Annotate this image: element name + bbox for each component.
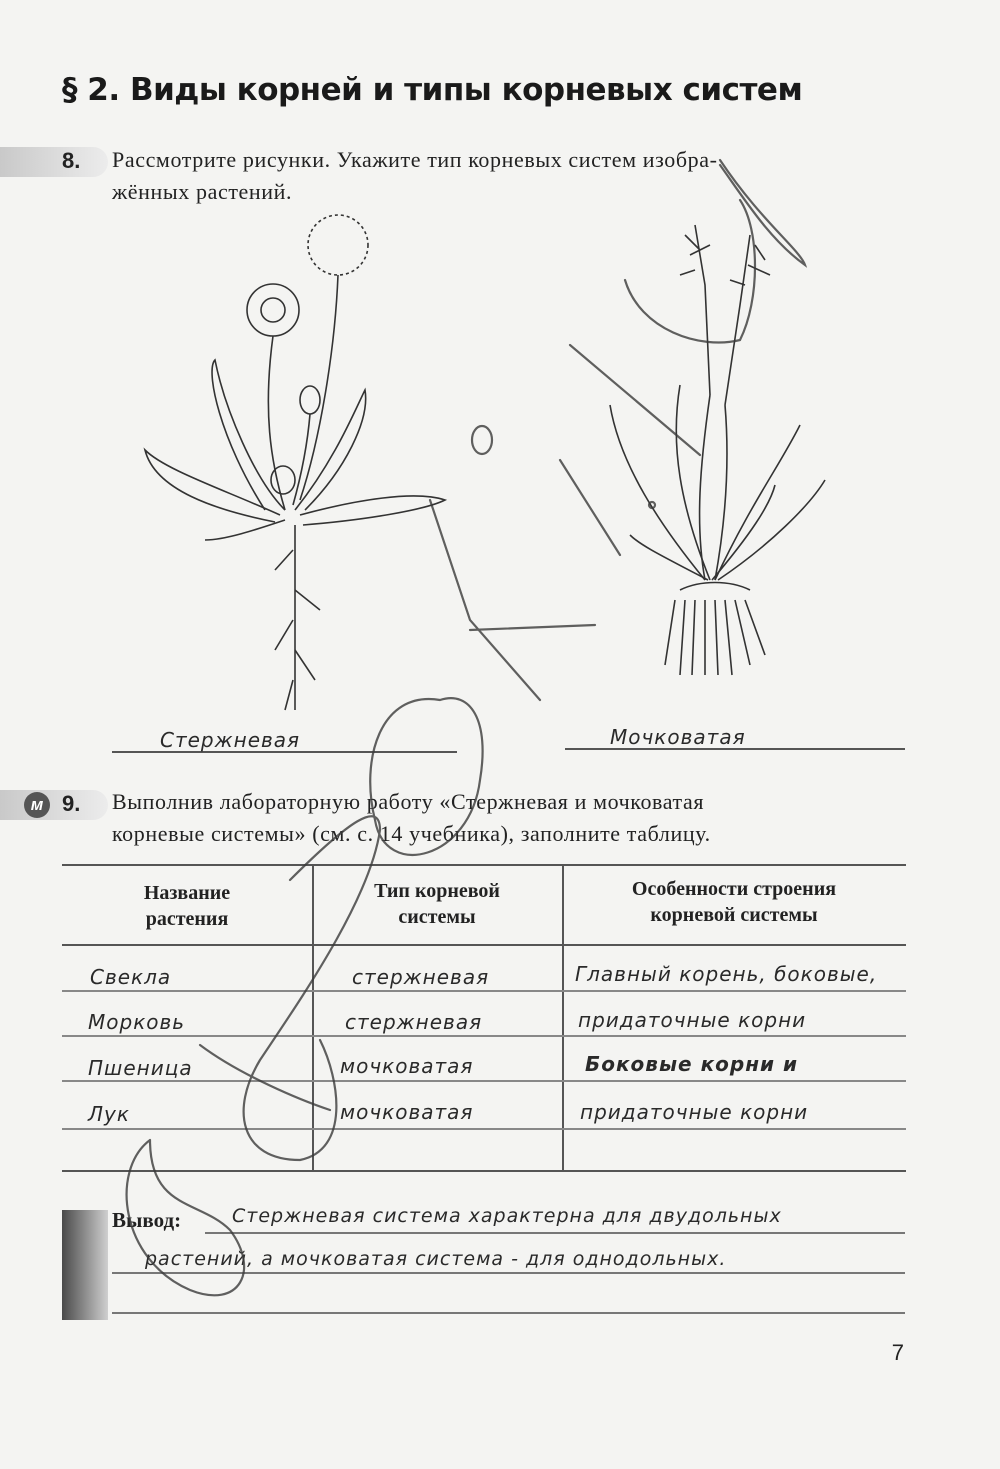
- answer-fibrous: Мочковатая: [610, 725, 746, 749]
- conclusion-text-line2: растений, а мочковатая система - для однодольных.: [145, 1248, 727, 1270]
- section-title-text: Виды корней и типы корневых систем: [129, 72, 803, 108]
- section-symbol: § 2.: [62, 72, 120, 108]
- conclusion-text-line1: Стержневая система характерна для двудольных: [232, 1205, 782, 1227]
- exercise-9-number: 9.: [62, 791, 81, 816]
- table-cell-plant: Лук: [88, 1102, 130, 1126]
- exercise-8-text-line2: жённых растений.: [112, 179, 293, 204]
- table-header-features: Особенности строения корневой системы: [631, 878, 837, 926]
- teacher-grade-ex8: 5: [720, 167, 778, 272]
- table-cell-feature: Главный корень, боковые,: [575, 962, 878, 986]
- table-cell-feature: придаточные корни: [578, 1008, 807, 1032]
- exercise-9-text-line2: корневые системы» (см. с. 14 учебника), заполните таблицу.: [112, 821, 711, 846]
- table-cell-type: стержневая: [345, 1010, 483, 1034]
- exercise-9-text-line1: Выполнив лабораторную работу «Стержневая и мочковатая: [112, 789, 705, 814]
- table-cell-feature: придаточные корни: [580, 1100, 809, 1124]
- table-cell-type: стержневая: [352, 965, 490, 989]
- table-header-plant: Название растения: [143, 882, 231, 930]
- methodology-badge: м: [24, 792, 50, 818]
- table-header-type: Тип корневой системы: [374, 880, 500, 928]
- table-cell-type: мочковатая: [340, 1054, 474, 1078]
- page-number: 7: [891, 1340, 904, 1365]
- answer-taproot: Стержневая: [160, 728, 301, 752]
- exercise-8-text-line1: Рассмотрите рисунки. Укажите тип корневых систем изобра-: [112, 147, 718, 172]
- table-cell-plant: Морковь: [88, 1010, 186, 1034]
- conclusion-label: Вывод:: [112, 1208, 182, 1232]
- table-cell-plant: Свекла: [90, 965, 172, 989]
- table-cell-feature: Боковые корни и: [585, 1052, 799, 1076]
- table-cell-type: мочковатая: [340, 1100, 474, 1124]
- teacher-grade-ex9: 5: [280, 1017, 338, 1122]
- exercise-8-number: 8.: [62, 148, 81, 173]
- table-cell-plant: Пшеница: [88, 1056, 193, 1080]
